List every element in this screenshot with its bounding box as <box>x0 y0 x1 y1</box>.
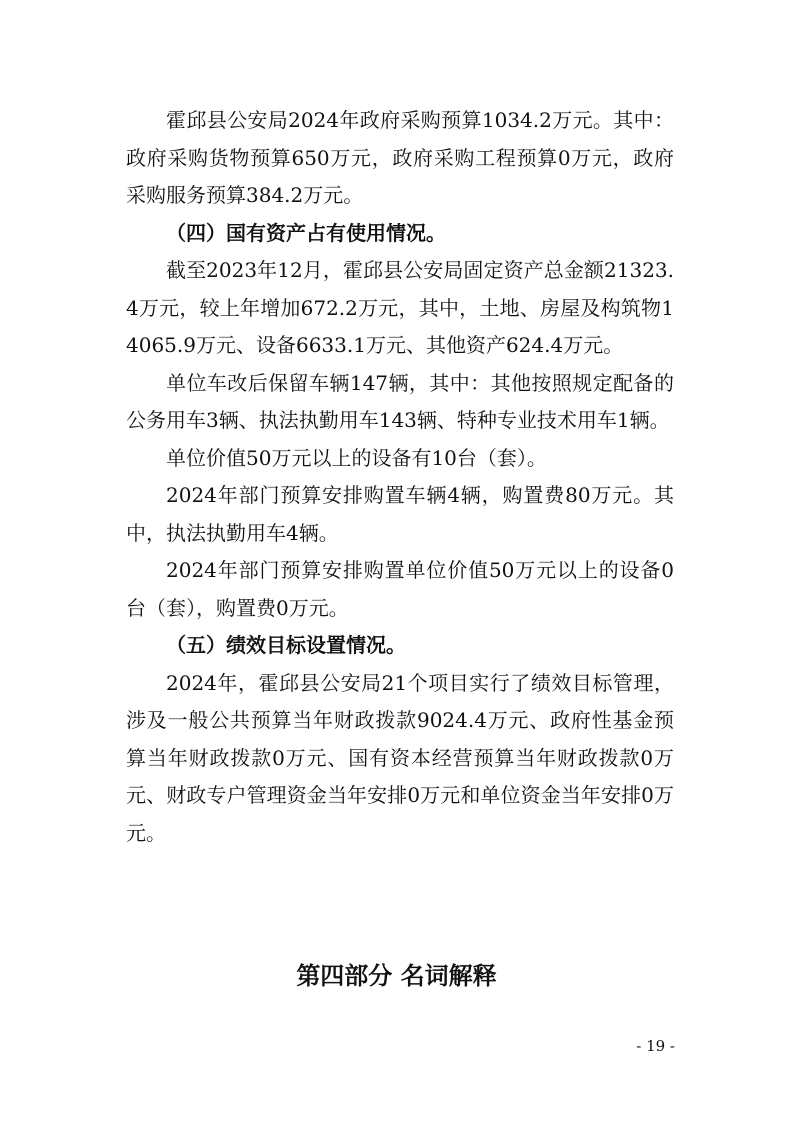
page-number: - 19 - <box>636 1037 675 1055</box>
section-heading-performance-targets: （五）绩效目标设置情况。 <box>166 633 406 657</box>
performance-targets-paragraph: 2024年，霍邱县公安局21个项目实行了绩效目标管理，涉及一般公共预算当年财政拨款9024.4万元、政府性基金预算当年财政拨款0万元、国有资本经营预算当年财政拨款0万元、财政专户管理资金当年安排0万元和单位资金当年安排0万元。 <box>126 670 674 845</box>
vehicles-paragraph: 单位车改后保留车辆147辆，其中：其他按照规定配备的公务用车3辆、执法执勤用车143辆、特种专业技术用车1辆。 <box>126 370 674 432</box>
vehicle-purchase-paragraph: 2024年部门预算安排购置车辆4辆，购置费80万元。其中，执法执勤用车4辆。 <box>126 483 674 545</box>
equipment-purchase-paragraph: 2024年部门预算安排购置单位价值50万元以上的设备0台（套），购置费0万元。 <box>126 558 674 620</box>
fixed-assets-paragraph: 截至2023年12月，霍邱县公安局固定资产总金额21323.4万元，较上年增加672.2万元，其中，土地、房屋及构筑物14065.9万元、设备6633.1万元、其他资产624.4万元。 <box>126 258 674 357</box>
section-heading-state-assets: （四）国有资产占有使用情况。 <box>166 220 446 245</box>
equipment-paragraph: 单位价值50万元以上的设备有10台（套）。 <box>166 445 547 470</box>
procurement-budget-paragraph: 霍邱县公安局2024年政府采购预算1034.2万元。其中：政府采购货物预算650万元，政府采购工程预算0万元，政府采购服务预算384.2万元。 <box>126 108 674 207</box>
part-title: 第四部分 名词解释 <box>296 962 497 990</box>
document-body <box>126 102 674 852</box>
